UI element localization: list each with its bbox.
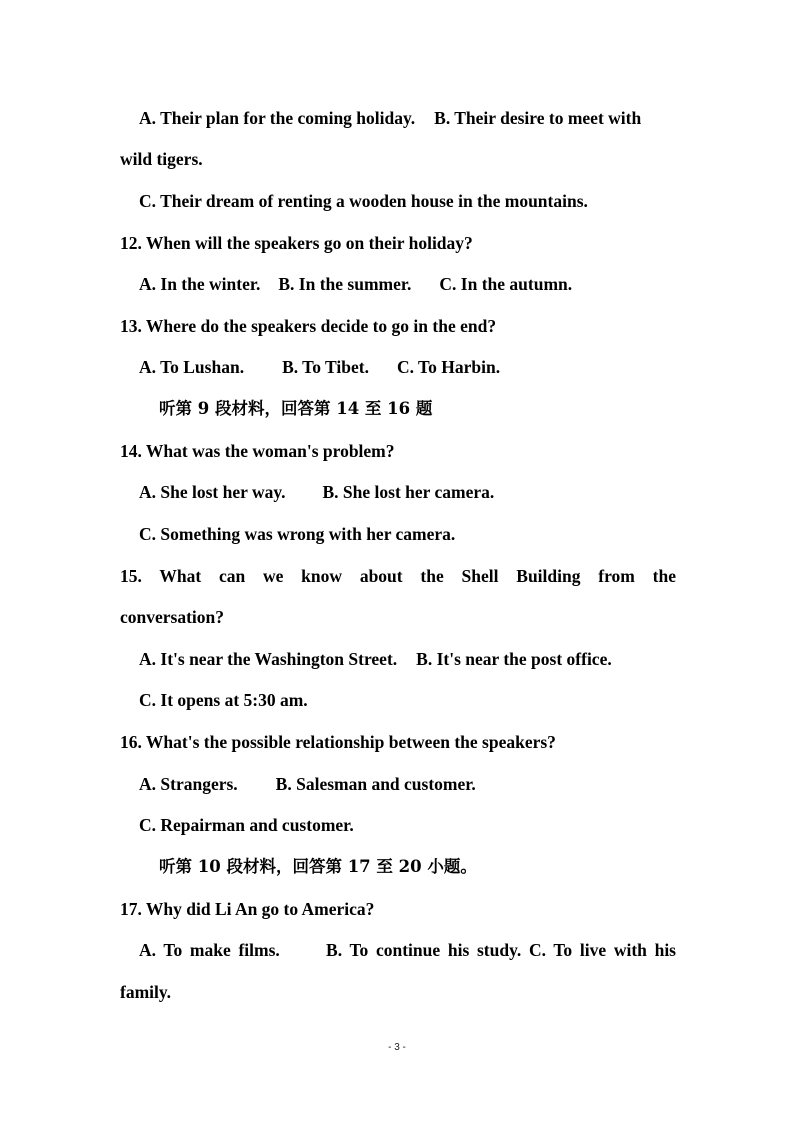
q13-options xyxy=(139,355,500,379)
question-16: 16. What's the possible relationship between the speakers? xyxy=(120,732,556,752)
q14-option-b: B. She lost her camera. xyxy=(322,482,495,502)
q11-option-b: B. Their desire to meet with xyxy=(434,108,642,128)
q11-option-a: A. Their plan for the coming holiday. xyxy=(139,108,416,128)
q13-option-c: C. To Harbin. xyxy=(396,357,501,377)
q16-option-a: A. Strangers. xyxy=(139,774,238,794)
q13-option-a: A. To Lushan. xyxy=(139,357,245,377)
q12-options xyxy=(139,272,572,296)
q17-option-c-continued: family. xyxy=(120,982,172,1002)
q16-option-b: B. Salesman and customer. xyxy=(275,774,476,794)
q11-option-c: C. Their dream of renting a wooden house in the mountains. xyxy=(139,191,588,211)
q15-option-c: C. It opens at 5:30 am. xyxy=(139,690,308,710)
q15-option-a: A. It's near the Washington Street. xyxy=(139,649,398,669)
question-13: 13. Where do the speakers decide to go in the end? xyxy=(120,316,497,336)
question-14: 14. What was the woman's problem? xyxy=(120,441,395,461)
question-17: 17. Why did Li An go to America? xyxy=(120,899,375,919)
q15-option-b: B. It's near the post office. xyxy=(416,649,612,669)
q15-options-ab xyxy=(139,647,612,671)
q13-option-b: B. To Tibet. xyxy=(282,357,369,377)
question-12: 12. When will the speakers go on their holiday? xyxy=(120,233,473,253)
section-9-instruction: 听第 9 段材料，回答第 14 至 16 题 xyxy=(159,399,433,418)
q11-option-b-continued: wild tigers. xyxy=(120,149,203,169)
q14-option-a: A. She lost her way. xyxy=(139,482,286,502)
page-number: - 3 - xyxy=(388,1042,406,1053)
section-10-instruction: 听第 10 段材料，回答第 17 至 20 小题。 xyxy=(159,857,477,876)
q12-option-b: B. In the summer. xyxy=(278,274,412,294)
q16-options-ab xyxy=(139,772,476,796)
q16-option-c: C. Repairman and customer. xyxy=(139,815,354,835)
q12-option-c: C. In the autumn. xyxy=(439,274,573,294)
q14-options-ab xyxy=(139,480,494,504)
q11-options-ab xyxy=(139,106,641,130)
q17-options: A. To make films. B. To continue his study. C. To live with his xyxy=(139,940,676,960)
q12-option-a: A. In the winter. xyxy=(139,274,261,294)
question-15: 15. What can we know about the Shell Building from the xyxy=(120,566,676,586)
question-15-continued: conversation? xyxy=(120,607,225,627)
q14-option-c: C. Something was wrong with her camera. xyxy=(139,524,456,544)
